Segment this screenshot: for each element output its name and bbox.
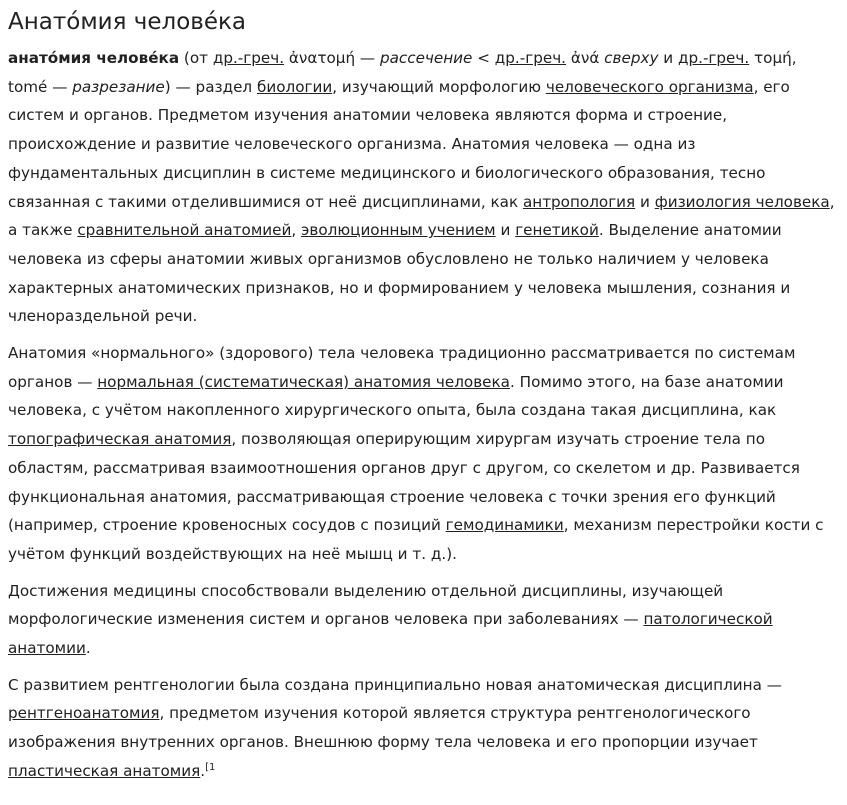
text-run: , позволяющая оперирующим хирургам изучать строение тела по областям, рассматривая взаимоотношения органов друг с другом, со скелетом и др. Развивается функциональная анатомия, рассматривающая строение человека с точки зрения его функций (например, строение кровеносных сосудов с позиций (8, 430, 800, 535)
article-link[interactable]: др.-греч. (677, 49, 750, 67)
text-run: Достижения медицины способствовали выделению отдельной дисциплины, изучающей морфологические изменения систем и органов человека при заболеваниях — (8, 581, 724, 629)
text-run: и (495, 221, 516, 240)
footnote-ref[interactable]: [1 (205, 761, 216, 773)
text-run: ἀνατομή — (284, 49, 380, 67)
text-run: . Помимо этого, на базе анатомии человека, с учётом накопленного хирургического опыта, была создана такая дисциплина, как (8, 372, 784, 420)
text-run: ἀνά (566, 49, 605, 67)
page-title: Анато́мия челове́ка (8, 9, 246, 35)
paragraph-2 (8, 339, 839, 569)
paragraph-4 (8, 671, 839, 786)
text-run: и (658, 49, 678, 67)
article-link[interactable]: человеческого организма (545, 77, 754, 96)
article-link[interactable]: физиология человека (654, 192, 830, 211)
term-bold: анато́мия челове́ка (8, 49, 180, 67)
term-italic: рассечение (379, 49, 473, 67)
article-link[interactable]: эволюционным учением (301, 221, 496, 240)
text-run: , механизм перестройки кости с учётом функций воздействующих на неё мышц и т. д.). (8, 516, 824, 563)
article-link[interactable]: рентгеноанатомия (8, 704, 160, 723)
article-body (8, 44, 839, 786)
text-run: . Выделение анатомии человека из сферы анатомии живых организмов обусловлено не только наличием у человека характерных анатомических признаков, но и формированием у человека мышления, сознания и членораздельной речи. (8, 221, 791, 326)
article-link[interactable]: пластическая анатомия (8, 761, 201, 780)
article-link[interactable]: гемодинамики (445, 516, 564, 535)
text-run: и (635, 192, 655, 211)
article-link[interactable]: др.-греч. (494, 49, 566, 67)
text-run: . (85, 639, 91, 658)
article-link[interactable]: нормальная (систематическая) анатомия человека (97, 372, 510, 391)
article-link[interactable]: др.-греч. (212, 49, 285, 67)
article-link[interactable]: генетикой (515, 221, 599, 240)
text-run: , предметом изучения которой является структура рентгенологического изображения внутренних органов. Внешнюю форму тела человека и его пропорции изучает (8, 704, 758, 752)
text-run: С развитием рентгенологии была создана принципиально новая анатомическая дисциплина — (8, 675, 782, 694)
article-link[interactable]: топографическая анатомия (8, 430, 232, 449)
text-run: , (291, 221, 302, 240)
paragraph-3 (8, 577, 839, 663)
text-run: . (200, 761, 206, 780)
text-run: , изучающий морфологию (332, 77, 546, 96)
article-link[interactable]: биологии (256, 77, 333, 96)
text-run: , а также (8, 192, 835, 240)
article-link[interactable]: антропология (522, 192, 636, 211)
text-run: , его систем и органов. Предметом изучения анатомии человека являются форма и строение, происхождение и развитие человеческого организма. Анатомия человека — одна из фундаментальных дисциплин в системе медицинского и биологического образования, тесно связанная с такими отделившимися от неё дисциплинами, как (8, 77, 790, 211)
term-italic: сверху (604, 49, 659, 67)
article-link[interactable]: сравнительной анатомией (77, 221, 292, 240)
text-run: < (472, 49, 495, 67)
text-run: (от (179, 49, 213, 67)
article-link[interactable]: патологической анатомии (8, 610, 773, 658)
text-run: τομή, tomé — (8, 49, 797, 96)
term-italic: разрезание (72, 77, 165, 96)
text-run: ) — раздел (164, 77, 257, 96)
paragraph-1 (8, 44, 839, 331)
text-run: Анатомия «нормального» (здорового) тела человека традиционно рассматривается по системам органов — (8, 344, 796, 391)
